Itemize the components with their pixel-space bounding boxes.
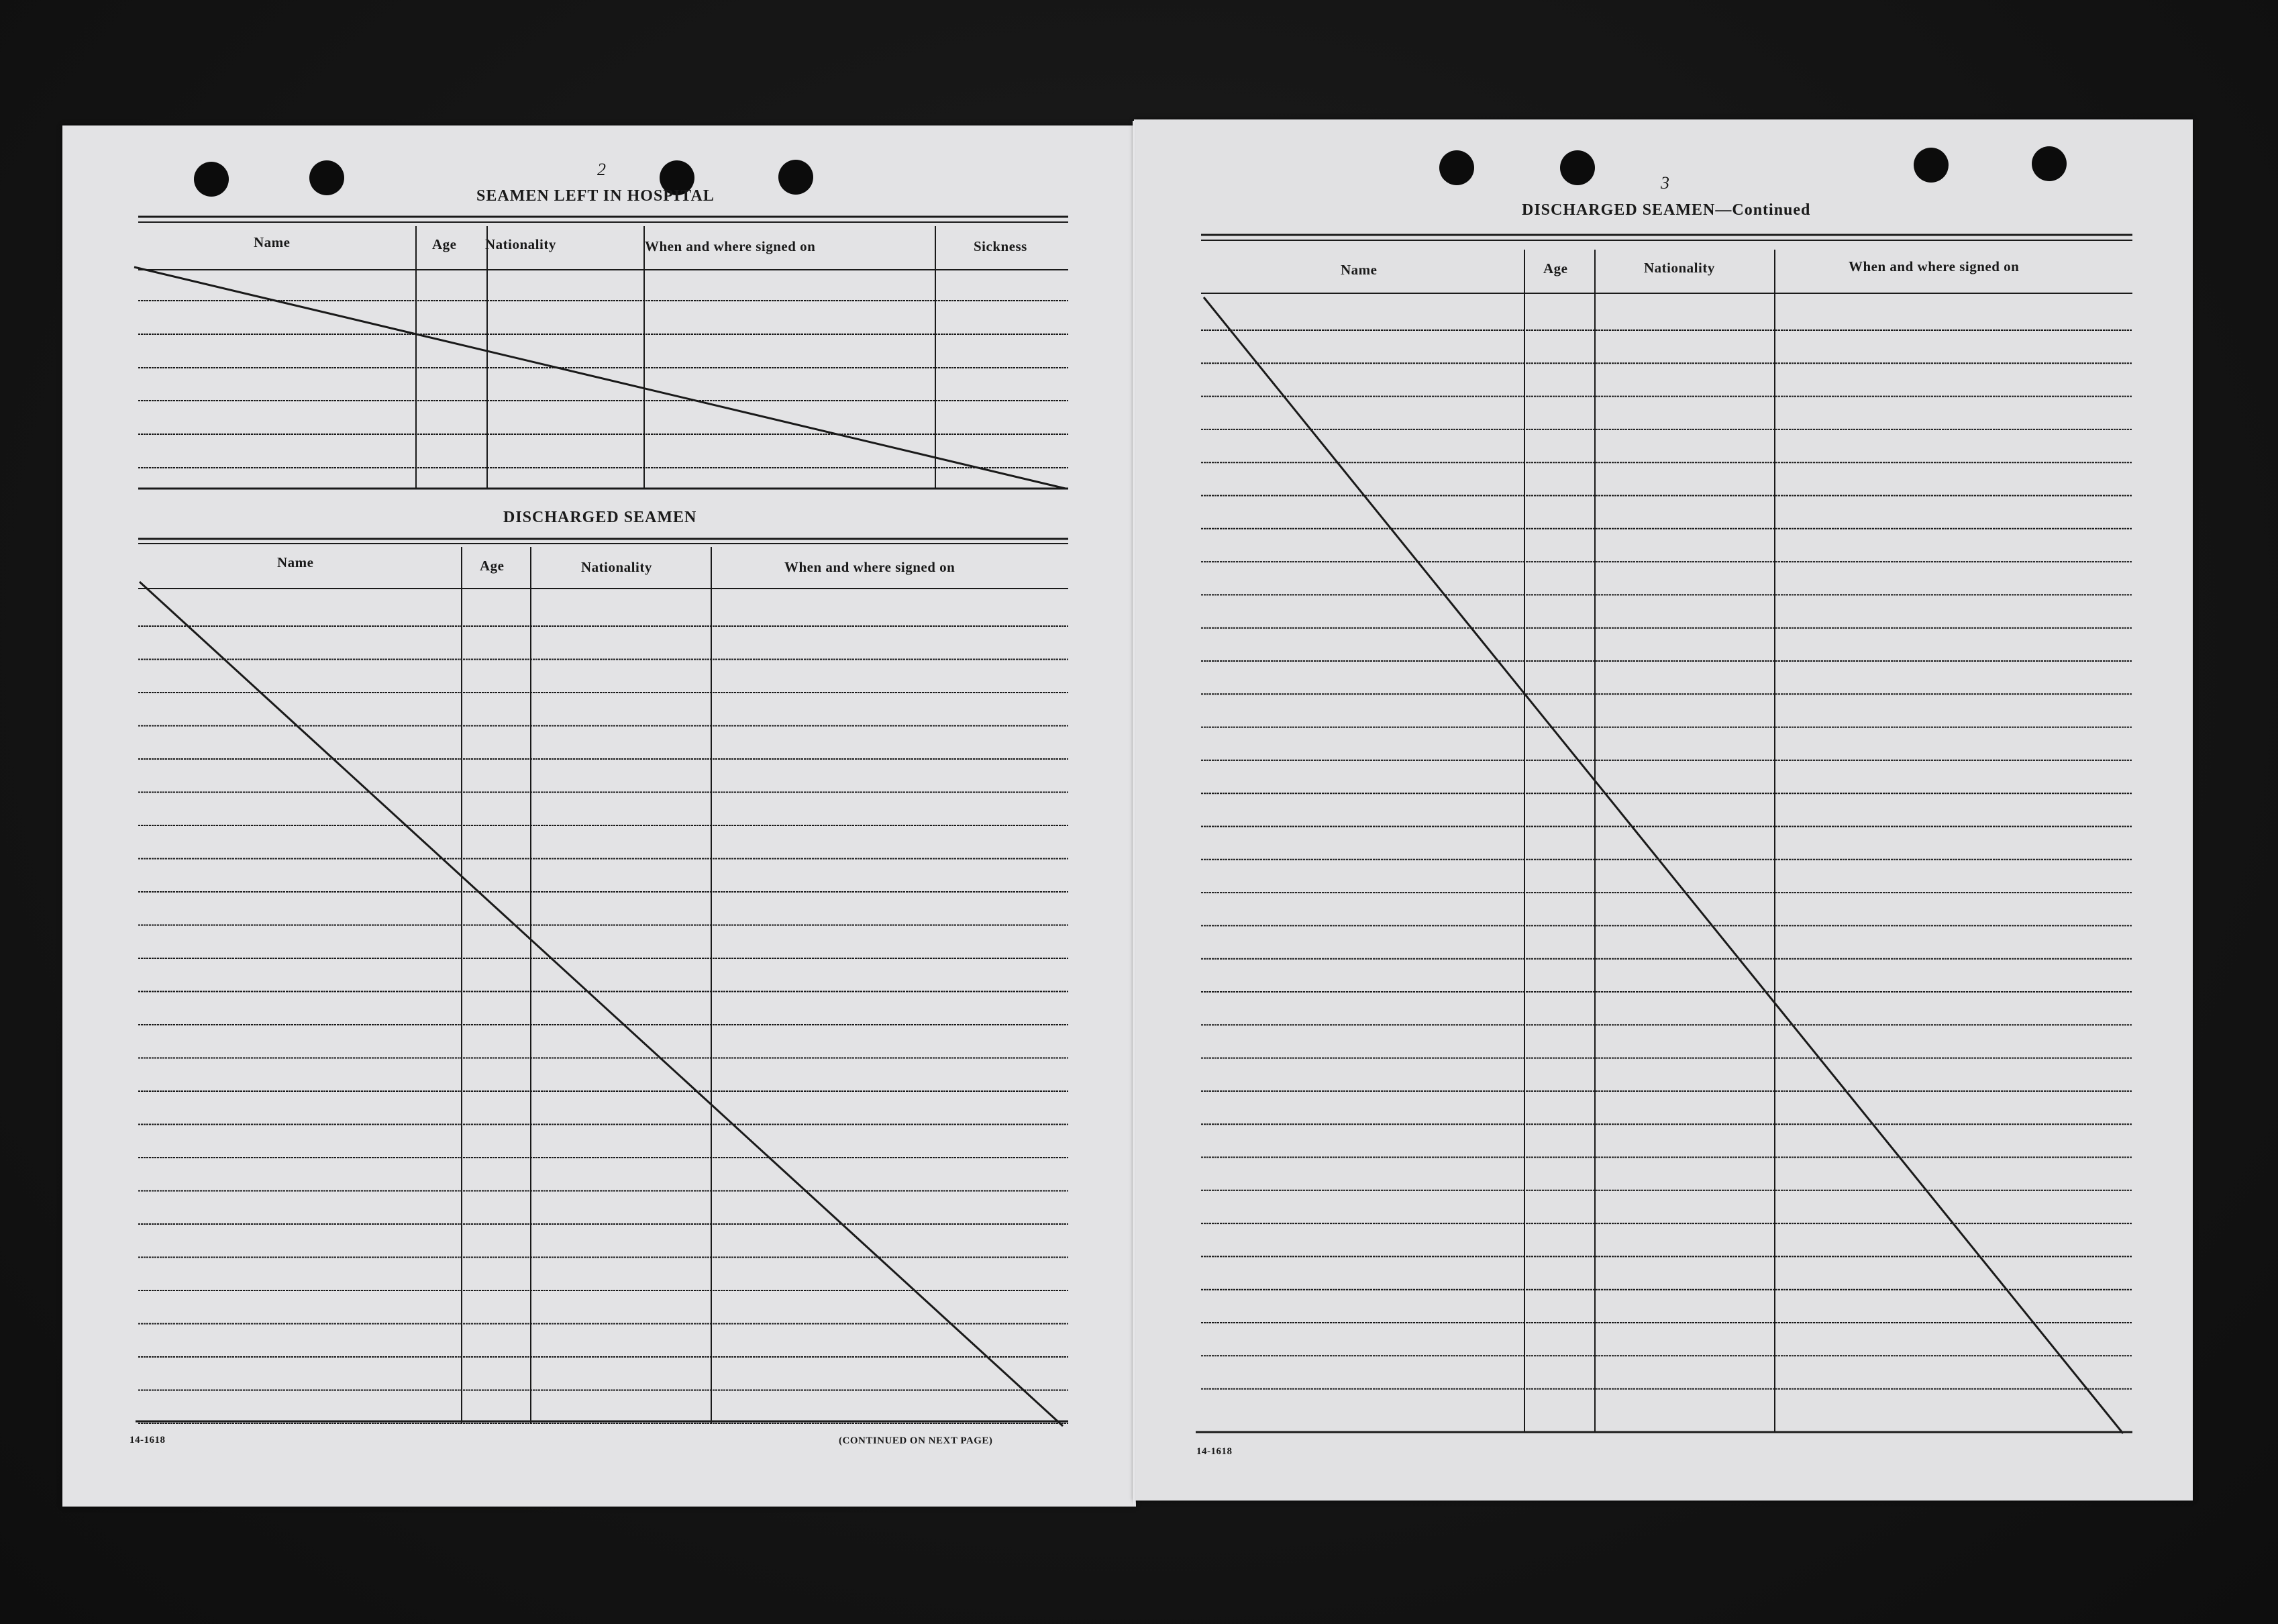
- discharged-section-title: DISCHARGED SEAMEN: [503, 509, 697, 526]
- continued-col-signed-on: When and where signed on: [1849, 258, 2020, 274]
- page-number-right: 3: [1661, 173, 1670, 193]
- hospital-col-nationality: Nationality: [485, 236, 556, 252]
- discharged-col-name: Name: [277, 554, 314, 570]
- continued-col-nationality: Nationality: [1644, 260, 1715, 276]
- hospital-section-title: SEAMEN LEFT IN HOSPITAL: [476, 187, 715, 205]
- form-number-left: 14-1618: [130, 1435, 166, 1445]
- continued-note: (CONTINUED ON NEXT PAGE): [839, 1435, 993, 1446]
- discharged-col-signed-on: When and where signed on: [784, 559, 955, 575]
- strike-line: [1204, 297, 2123, 1433]
- strike-line: [140, 582, 1063, 1426]
- discharged-continued-title: DISCHARGED SEAMEN—Continued: [1522, 201, 1811, 219]
- hospital-col-sickness: Sickness: [974, 238, 1027, 254]
- form-number-right: 14-1618: [1196, 1446, 1233, 1457]
- hospital-col-name: Name: [254, 234, 291, 250]
- page-number-left: 2: [597, 160, 607, 179]
- hospital-col-age: Age: [432, 236, 457, 252]
- discharged-col-age: Age: [480, 558, 505, 574]
- continued-col-name: Name: [1341, 262, 1378, 278]
- continued-col-age: Age: [1543, 260, 1568, 276]
- hospital-col-signed-on: When and where signed on: [645, 238, 816, 254]
- discharged-col-nationality: Nationality: [581, 559, 652, 575]
